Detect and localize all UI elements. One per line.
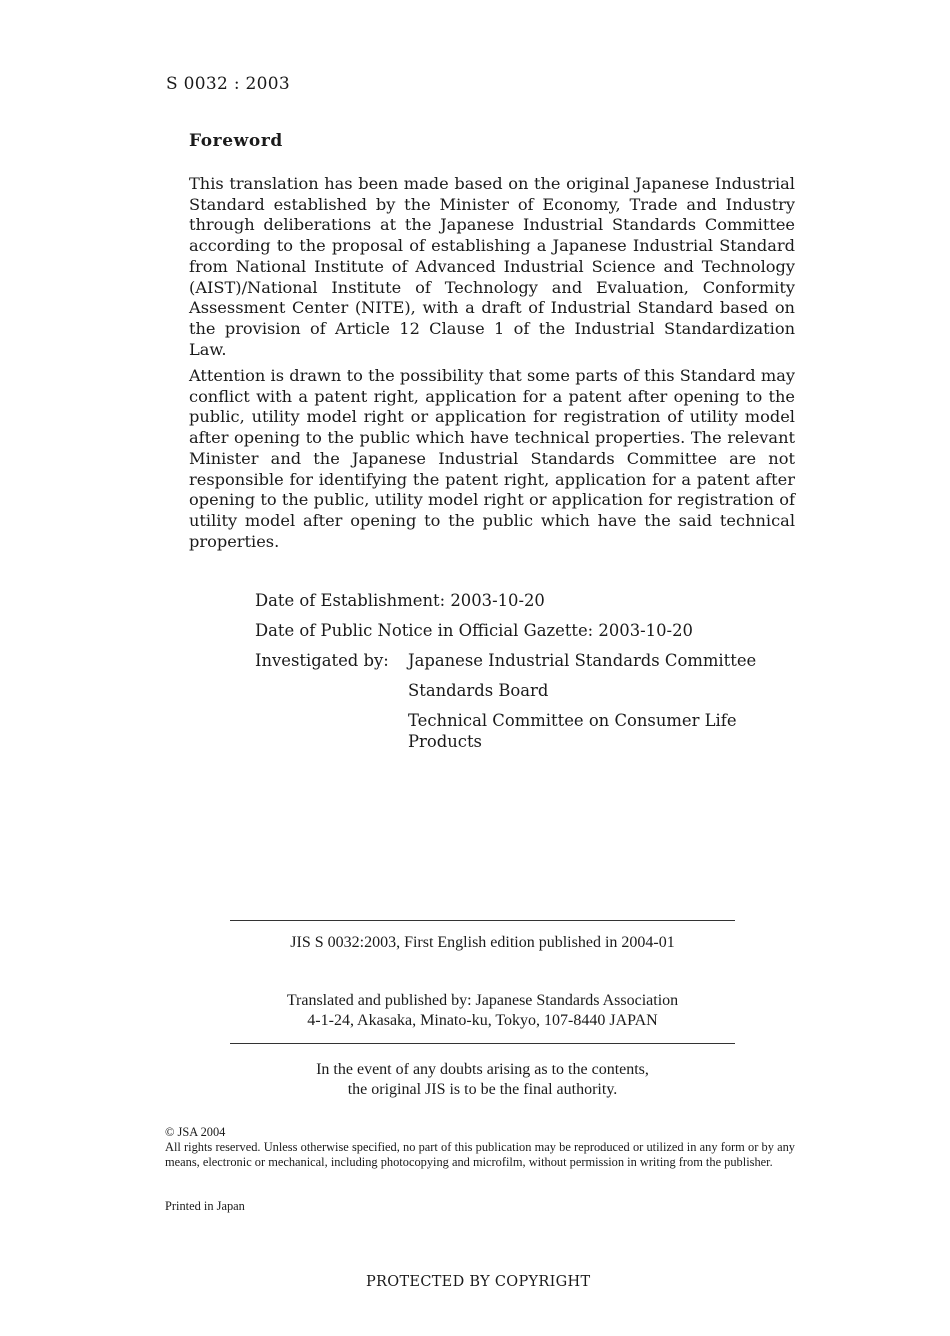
divider-bottom [230, 1043, 735, 1044]
authority-line-1: In the event of any doubts arising as to the contents, [316, 1061, 649, 1078]
date-of-public-notice: Date of Public Notice in Official Gazette: 2003-10-20 [255, 621, 693, 640]
publisher-line: Translated and published by: Japanese Standards Association [286, 992, 679, 1009]
edition-statement: JIS S 0032:2003, First English edition published in 2004-01 [290, 934, 675, 951]
rights-statement: All rights reserved. Unless otherwise specified, no part of this publication may be reproduced or utilized in any form or by any means, electronic or mechanical, including photocopying and microfilm, without permission in writing from the publisher. [165, 1140, 795, 1169]
copyright-notice: © JSA 2004 [165, 1125, 226, 1139]
divider-top [230, 920, 735, 921]
foreword-title: Foreword [189, 131, 283, 151]
foreword-paragraph-1: This translation has been made based on the original Japanese Industrial Standard established by the Minister of Economy, Trade and Industry through deliberations at the Japanese Industrial Standards Committee according to the proposal of establishing a Japanese Industrial Standard from National Institute of Advanced Industrial Science and Technology (AIST)/National Institute of Technology and Evaluation, Conformity Assessment Center (NITE), with a draft of Industrial Standard based on the provision of Article 12 Clause 1 of the Industrial Standardization Law. [189, 174, 795, 359]
date-of-establishment: Date of Establishment: 2003-10-20 [255, 591, 545, 610]
standard-number: S 0032 : 2003 [166, 74, 291, 94]
investigator-board: Standards Board [408, 681, 549, 700]
investigated-by-label: Investigated by: [255, 651, 389, 670]
publisher-block [230, 991, 735, 1031]
investigator-committee: Japanese Industrial Standards Committee [408, 651, 757, 670]
authority-line-2: the original JIS is to be the final authority. [347, 1081, 618, 1098]
authority-note [230, 1060, 735, 1100]
publisher-address: 4-1-24, Akasaka, Minato-ku, Tokyo, 107-8440 JAPAN [307, 1012, 658, 1029]
protected-by-copyright: PROTECTED BY COPYRIGHT [366, 1274, 591, 1290]
printed-in: Printed in Japan [165, 1199, 245, 1213]
foreword-paragraph-2: Attention is drawn to the possibility that some parts of this Standard may conflict with a patent right, application for a patent after opening to the public, utility model right or application for registration of utility model after opening to the public which have technical properties. The relevant Minister and the Japanese Industrial Standards Committee are not responsible for identifying the patent right, application for a patent after opening to the public, utility model right or application for registration of utility model after opening to the public which have the said technical properties. [189, 366, 795, 551]
investigator-technical-committee: Technical Committee on Consumer Life Products [408, 711, 737, 751]
